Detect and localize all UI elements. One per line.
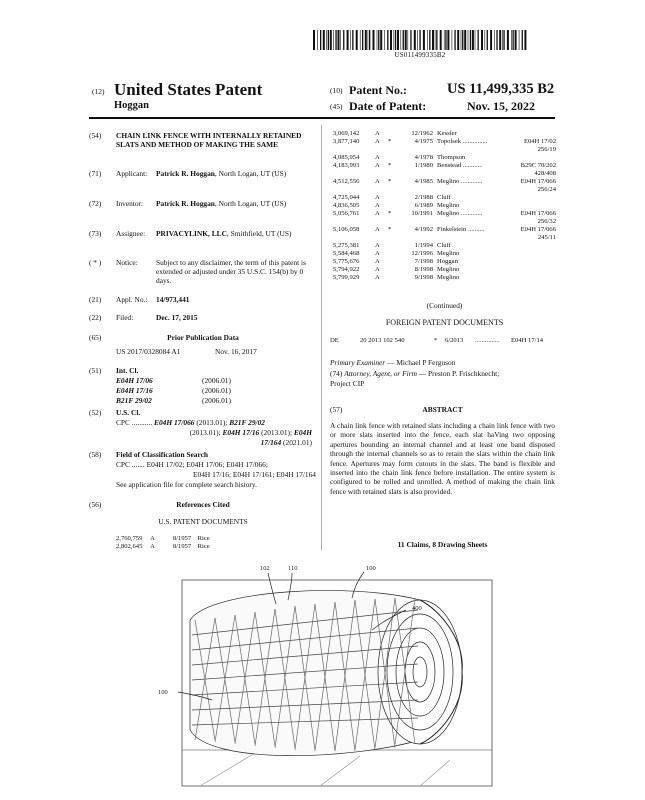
field-51-code: (51) [89, 366, 102, 375]
reference-row [333, 162, 556, 170]
ref-star [388, 130, 400, 138]
barcode-bar [478, 30, 479, 50]
attorney-name: — Preston P. Frischknecht; [418, 369, 500, 378]
barcode-bar [462, 30, 463, 50]
primary-examiner [330, 358, 555, 367]
field-code: (71) [89, 169, 102, 178]
ref-name: Kessler [437, 130, 457, 137]
barcode-bar [347, 30, 349, 50]
prior-pub-number: US 2017/0328084 A1 [116, 347, 181, 356]
ref-kind: A [375, 130, 380, 137]
barcode-bar [395, 30, 396, 50]
barcode-bar [365, 30, 367, 50]
field-code: (73) [89, 229, 102, 238]
dot-leader: ........... [131, 418, 153, 427]
barcode-bar [464, 30, 466, 50]
barcode-bar [369, 30, 370, 50]
prior-pub-date: Nov. 16, 2017 [215, 347, 257, 356]
reference-row [333, 178, 556, 186]
barcode-bar [445, 30, 446, 50]
barcode-bar [377, 30, 378, 50]
ref-star: * [388, 178, 392, 185]
barcode-bar [387, 30, 388, 50]
barcode-bar [330, 30, 332, 50]
barcode-bar [524, 30, 526, 50]
ref-name: Meglino ............. [437, 178, 483, 185]
field-56-code: (56) [89, 500, 102, 509]
barcode-bar [405, 30, 407, 50]
ref-date: 2/1988 [414, 194, 433, 201]
ref-star: * [388, 138, 392, 145]
int-cl-version: (2006.01) [202, 396, 231, 405]
barcode-bar [328, 30, 329, 50]
ref-number: 3,069,142 [333, 130, 360, 137]
barcode-bar [511, 30, 512, 50]
ref-kind: A [375, 250, 380, 257]
reference-row [333, 202, 556, 210]
barcode-bar [475, 30, 476, 50]
date-of-patent: Nov. 15, 2022 [467, 99, 536, 113]
reference-row [333, 226, 556, 234]
ref-star [388, 242, 400, 250]
foreign-date: 6/2013 [445, 337, 464, 344]
ref-name: Meglino [437, 250, 460, 257]
barcode-bar [338, 30, 340, 50]
barcode-bar [470, 30, 471, 50]
patent-number: US 11,499,335 B2 [447, 81, 555, 97]
field-code: ( * ) [89, 258, 102, 267]
barcode-bar [481, 30, 483, 50]
ref-date: 4/1975 [414, 138, 433, 145]
ref-kind: A [150, 543, 155, 550]
field-65-code: (65) [89, 333, 102, 342]
label-100-b: 100 [158, 689, 168, 696]
barcode-bar [335, 30, 336, 50]
barcode-bar [494, 30, 495, 50]
reference-row-continuation [333, 146, 556, 154]
code-10: (10) [330, 86, 343, 95]
barcode-bar [410, 30, 411, 50]
reference-row [333, 250, 556, 258]
cpc-class: B21F 29/02 [229, 418, 265, 427]
barcode-bar [461, 30, 462, 50]
ref-class-secondary: 428/408 [534, 170, 556, 177]
prior-pub-heading: Prior Publication Data [167, 333, 239, 342]
foreign-number: 20 2013 102 540 [360, 337, 405, 344]
ref-name: Benstead ............ [437, 162, 483, 169]
ref-name: Rice [197, 543, 210, 550]
foreign-class: E04H 17/14 [511, 337, 544, 344]
cpc-class: 17/164 [260, 438, 282, 447]
filed-label: Filed: [116, 313, 134, 322]
reference-row [333, 138, 556, 146]
notice-text: Subject to any disclaimer, the term of this patent is extended or adjusted under 35 U.S.C. 154(b) by 0 days. [156, 258, 306, 286]
field-58-code: (58) [89, 450, 102, 459]
barcode-bar [378, 30, 379, 50]
attorney-label: Attorney, Agent, or Firm [344, 369, 417, 378]
invention-title: CHAIN LINK FENCE WITH INTERNALLY RETAINED SLATS AND METHOD OF MAKING THE SAME [116, 131, 302, 150]
cpc-label: CPC [116, 418, 130, 427]
representative-drawing [120, 560, 540, 800]
ref-kind: A [375, 274, 380, 281]
ref-name: Meglino [437, 274, 460, 281]
barcode-bar [360, 30, 361, 50]
int-cl-item: B21F 29/02 [116, 396, 152, 405]
barcode-bar [436, 30, 437, 50]
barcode-bar [408, 30, 409, 50]
barcode-bar [447, 30, 449, 50]
label-102: 102 [260, 565, 270, 572]
ref-date: 10/1991 [411, 210, 433, 217]
ref-star [388, 258, 400, 266]
field-code: (22) [89, 313, 102, 322]
ref-star: * [388, 162, 392, 169]
barcode-bar [326, 30, 327, 50]
ref-class: B29C 70/202 [520, 162, 556, 169]
ref-number: 4,725,044 [333, 194, 360, 201]
ref-star [388, 266, 400, 274]
ref-kind: A [375, 266, 380, 273]
int-cl-item: E04H 17/06 [116, 376, 153, 385]
header-rule [89, 117, 555, 119]
barcode-bar [490, 30, 492, 50]
field-code: (54) [89, 131, 102, 140]
ref-date: 4/1985 [414, 178, 433, 185]
ref-kind: A [375, 242, 380, 249]
reference-row [333, 194, 556, 202]
ref-class-secondary: 256/24 [537, 186, 556, 193]
barcode-bar [394, 30, 395, 50]
inventor-surname: Hoggan [114, 100, 150, 111]
ref-date: 8/1957 [172, 535, 192, 542]
barcode-bar [444, 30, 445, 50]
ref-number: 2,802,645 [116, 543, 143, 550]
barcode-bar [362, 30, 363, 50]
barcode-bar [343, 30, 344, 50]
field-54 [89, 131, 317, 149]
ref-number: 5,106,058 [333, 226, 360, 233]
ref-number: 2,760,759 [116, 535, 143, 542]
label-100: 100 [366, 565, 376, 572]
ref-name: Meglino [437, 266, 460, 273]
ref-kind: A [375, 162, 380, 169]
ref-number: 5,056,761 [333, 210, 360, 217]
barcode-bar [356, 30, 358, 50]
us-cl-cpc-line-1 [116, 418, 312, 427]
patent-number-label: Patent No.: [349, 83, 407, 97]
ref-name: Rice [197, 535, 210, 542]
ref-name: Hoggan [437, 258, 458, 265]
barcode-bar [373, 30, 375, 50]
ref-name: Thompson [437, 154, 466, 161]
ref-date: 4/1992 [414, 226, 433, 233]
ref-star [388, 194, 400, 202]
barcode-bar [397, 30, 399, 50]
ref-date: 12/1962 [411, 130, 433, 137]
ref-kind: A [375, 178, 380, 185]
reference-row-continuation [333, 234, 556, 242]
barcode-bar [452, 30, 453, 50]
barcode-bar [313, 30, 315, 50]
claims-summary: 11 Claims, 8 Drawing Sheets [397, 540, 488, 549]
reference-row [333, 130, 556, 138]
barcode-bar [519, 30, 520, 50]
barcode-bar [340, 30, 341, 50]
inventor-location: , North Logan, UT (US) [214, 199, 287, 208]
barcode-bar [522, 30, 523, 50]
label-110: 110 [288, 565, 298, 572]
filed-date: Dec. 17, 2015 [156, 313, 198, 322]
barcode-bar [384, 30, 385, 50]
field-21 [89, 295, 317, 304]
barcode-bar [403, 30, 404, 50]
label-400: 400 [412, 605, 422, 612]
ref-date: 1/1994 [414, 242, 433, 249]
ref-name: Meglino ............. [437, 210, 483, 217]
cpc-version: (2013.01); [259, 428, 294, 437]
code-12: (12) [92, 87, 105, 96]
ref-kind: A [375, 226, 380, 233]
ref-name: Finkelstein .......... [437, 226, 485, 233]
attorney-line [330, 369, 555, 378]
ref-kind: A [375, 202, 380, 209]
assignee-label: Assignee: [116, 229, 146, 238]
barcode-bar [390, 30, 392, 50]
applicant-location: , North Logan, UT (US) [214, 169, 287, 178]
ref-star: * [388, 226, 392, 233]
ref-class: E04H 17/02 [523, 138, 556, 145]
barcode-bar [502, 30, 503, 50]
ref-number: 5,584,468 [333, 250, 360, 257]
barcode-bar [320, 30, 321, 50]
abstract-heading: ABSTRACT [422, 405, 463, 414]
ref-number: 5,775,676 [333, 258, 360, 265]
inventor-name: Patrick R. Hoggan [156, 199, 215, 208]
barcode-bar [333, 30, 334, 50]
ref-number: 4,183,993 [333, 162, 360, 169]
reference-row [333, 242, 556, 250]
ref-number: 3,877,140 [333, 138, 360, 145]
barcode-bar [427, 30, 428, 50]
barcode-bar [380, 30, 382, 50]
cpc-version: (2021.01) [281, 438, 312, 447]
notice-label: Notice: [116, 258, 138, 267]
int-cl-item: E04H 17/16 [116, 386, 153, 395]
reference-row [333, 210, 556, 218]
ref-kind: A [375, 210, 380, 217]
us-cl-cpc-line-2 [145, 428, 312, 437]
ref-name: Cluff [437, 242, 451, 249]
reference-row [116, 543, 226, 551]
barcode-bar [499, 30, 501, 50]
ref-date: 9/1998 [414, 274, 433, 281]
barcode-bar [487, 30, 488, 50]
continued-note: (Continued) [426, 301, 463, 310]
ref-kind: A [375, 138, 380, 145]
ref-kind: A [375, 258, 380, 265]
barcode-bar [440, 30, 442, 50]
foreign-star: * [434, 337, 438, 344]
ref-star: * [388, 210, 392, 217]
barcode-number: US011499335B2 [394, 51, 446, 59]
barcode-bar [414, 30, 416, 50]
barcode-bar [457, 30, 459, 50]
barcode-bar [419, 30, 420, 50]
ref-name: Meglino [437, 202, 460, 209]
examiner-label: Primary Examiner [330, 358, 386, 367]
reference-row [333, 258, 556, 266]
cpc-version: (2013.01); [189, 428, 223, 437]
reference-row [333, 266, 556, 274]
reference-row [116, 535, 226, 543]
ref-number: 4,512,556 [333, 178, 360, 185]
abstract-text: A chain link fence with retained slats including a chain link fence with two or more slats inserted into the fence, each slat haVing two opposing apertures bounding an internal channel and at least one band disposed through the internal channels so as to retain the slats within the chain link fence. Apertures may form cutouts in the slats. The band is flexible and inserted into the chain link fence before installation. The entire system is configured to be rolled and unrolled. A method of making the chain link fence with retained slats is also provided. [330, 421, 555, 496]
code-45: (45) [330, 102, 343, 111]
ref-number: 5,799,929 [333, 274, 360, 281]
cpc-version: (2013.01); [194, 418, 230, 427]
barcode-bar [429, 30, 430, 50]
barcode-bar [515, 30, 517, 50]
int-cl-heading: Int. Cl. [116, 366, 139, 375]
barcode-bar [472, 30, 474, 50]
ref-kind: A [375, 194, 380, 201]
examiner-name: — Michael P Ferguson [387, 358, 456, 367]
ref-name: Topolsek ............... [437, 138, 488, 145]
applicant-label: Applicant: [116, 169, 148, 178]
foreign-docs-heading: FOREIGN PATENT DOCUMENTS [385, 318, 504, 327]
ref-number: 4,085,954 [333, 154, 360, 161]
ref-date: 4/1978 [414, 154, 433, 161]
classification-search-heading: Field of Classification Search [116, 450, 209, 459]
barcode-bar [317, 30, 318, 50]
ref-kind: A [150, 535, 155, 542]
int-cl-version: (2006.01) [202, 386, 231, 395]
barcode-bar [503, 30, 504, 50]
references-cited-heading: References Cited [176, 500, 230, 509]
us-cl-heading: U.S. Cl. [116, 408, 141, 417]
reference-row [333, 274, 556, 282]
ref-class-secondary: 245/11 [537, 234, 556, 241]
barcode-bar [432, 30, 434, 50]
barcode-bar [435, 30, 436, 50]
barcode-bar [468, 30, 469, 50]
reference-row-continuation [333, 170, 556, 178]
field-73 [89, 229, 317, 238]
barcode-bar [454, 30, 455, 50]
reference-row-continuation [333, 186, 556, 194]
field-71 [89, 169, 317, 178]
foreign-country: DE [330, 337, 339, 344]
ref-date: 7/1998 [414, 258, 433, 265]
ref-star [388, 154, 400, 162]
barcode-bar [423, 30, 425, 50]
field-code: (74) [330, 369, 343, 378]
dot-leader: ............... [475, 337, 500, 344]
ref-kind: A [375, 154, 380, 161]
cpc-class: E04H 17/16 [222, 428, 260, 437]
cpc-class: E04H [293, 428, 312, 437]
date-of-patent-label: Date of Patent: [349, 99, 427, 113]
barcode-bar [352, 30, 353, 50]
ref-class: E04H 17/066 [520, 210, 556, 217]
field-72 [89, 199, 317, 208]
attorney-firm: Project CIP [330, 379, 365, 388]
barcode-bar [485, 30, 486, 50]
field-notice [89, 258, 317, 286]
barcode-bar [350, 30, 351, 50]
barcode-bar [496, 30, 497, 50]
ref-number: 4,836,505 [333, 202, 360, 209]
ref-class-secondary: 256/32 [537, 218, 556, 225]
reference-row-continuation [333, 218, 556, 226]
ref-number: 5,275,381 [333, 242, 360, 249]
ref-date: 1/1980 [414, 162, 433, 169]
appl-no: 14/973,441 [156, 295, 190, 304]
classification-search-line-1: CPC ....... E04H 17/02; E04H 17/06; E04H 17/066; [116, 460, 268, 469]
classification-search-note: See application file for complete search history. [116, 480, 257, 489]
ref-star [388, 202, 400, 210]
ref-number: 5,794,922 [333, 266, 360, 273]
ref-star [388, 250, 400, 258]
field-52-code: (52) [89, 408, 102, 417]
applicant-name: Patrick R. Hoggan [156, 169, 215, 178]
barcode-bar [323, 30, 325, 50]
barcode-bar [507, 30, 509, 50]
assignee-location: , Smithfield, UT (US) [226, 229, 292, 238]
us-patent-docs-heading: U.S. PATENT DOCUMENTS [158, 517, 248, 526]
assignee-name: PRIVACYLINK, LLC [156, 229, 227, 238]
ref-date: 6/1989 [414, 202, 433, 209]
inventor-label: Inventor: [116, 199, 144, 208]
ref-date: 12/1996 [411, 250, 433, 257]
field-22 [89, 313, 317, 322]
barcode-bar [417, 30, 418, 50]
ref-date: 8/1957 [172, 543, 192, 550]
column-divider [321, 125, 322, 550]
field-code: (72) [89, 199, 102, 208]
reference-row [333, 154, 556, 162]
appl-no-label: Appl. No.: [116, 295, 148, 304]
barcode-bar [401, 30, 402, 50]
ref-name: Cluff [437, 194, 451, 201]
ref-class: E04H 17/066 [520, 178, 556, 185]
ref-star [388, 274, 400, 282]
us-cl-cpc-line-3 [145, 438, 312, 447]
patent-office-title: United States Patent [114, 80, 263, 99]
barcode-bar [513, 30, 514, 50]
ref-date: 8/1998 [414, 266, 433, 273]
ref-class: E04H 17/066 [520, 226, 556, 233]
cpc-class: E04H 17/066 [154, 418, 195, 427]
int-cl-version: (2006.01) [202, 376, 231, 385]
barcode [313, 30, 527, 50]
field-57-code: (57) [330, 405, 343, 414]
barcode-bar [368, 30, 369, 50]
ref-class-secondary: 256/19 [537, 146, 556, 153]
field-code: (21) [89, 295, 102, 304]
classification-search-line-2: E04H 17/16; E04H 17/161; E04H 17/164 [193, 470, 316, 479]
